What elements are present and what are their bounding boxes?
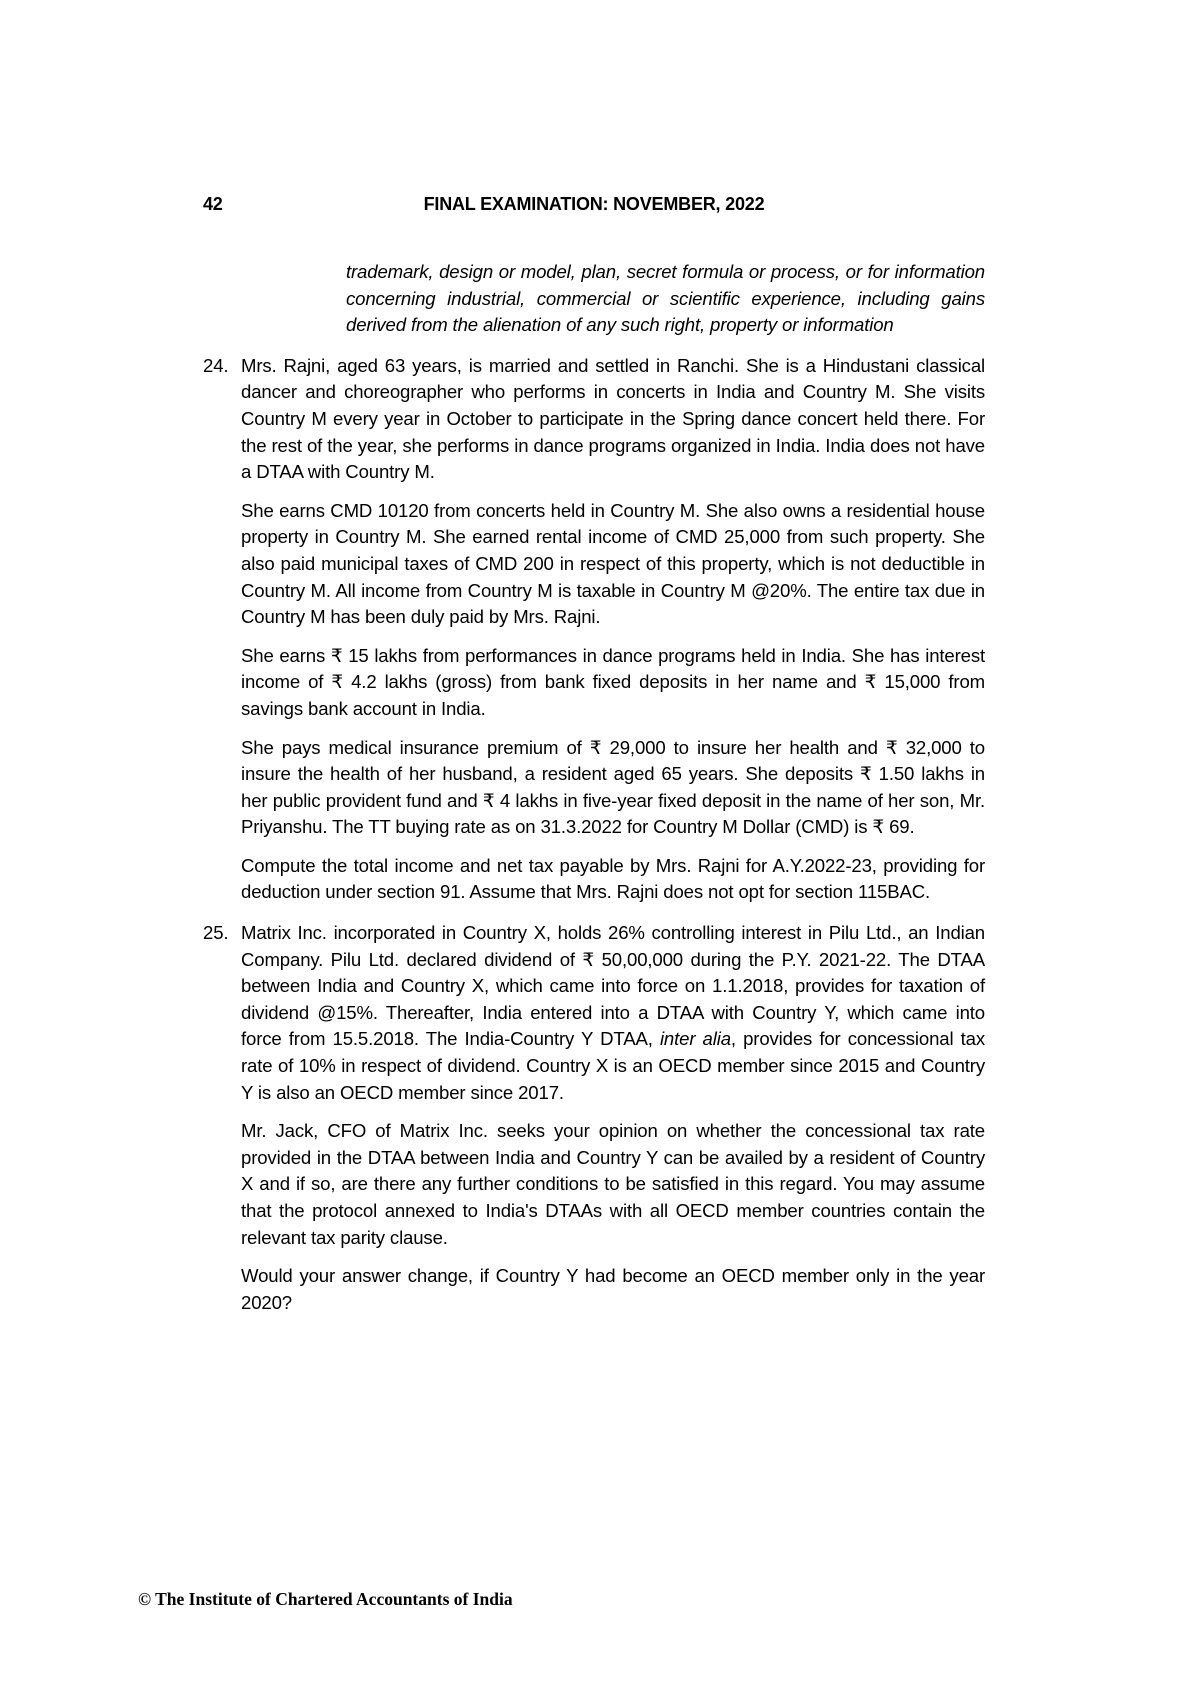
question-number: 24. <box>203 354 229 376</box>
text-segment: , provides for concessional tax rate of 10% in respect of dividend. Country X is an OECD member since 2015 and Country Y is also an OECD member since 2017. <box>241 1028 985 1103</box>
question-paragraph <box>241 1263 985 1316</box>
question-paragraph <box>241 1118 985 1251</box>
question-number: 25. <box>203 922 229 944</box>
text-segment: Matrix Inc. incorporated in Country X, holds 26% controlling interest in Pilu Ltd., an Indian Company. Pilu Ltd. declared dividend of ₹ 50,00,000 during the P.Y. 2021-22. The DTAA between India and Country X, which came into force on 1.1.2018, provides for taxation of dividend @15%. Thereafter, India entered into a DTAA with Country Y, which came into force from 15.5.2018. The India-Country Y DTAA, <box>241 922 985 1050</box>
text-segment: She pays medical insurance premium of ₹ 29,000 to insure her health and ₹ 32,000 to insure the health of her husband, a resident aged 65 years. She deposits ₹ 1.50 lakhs in her public provident fund and ₹ 4 lakhs in five-year fixed deposit in the name of her son, Mr. Priyanshu. The TT buying rate as on 31.3.2022 for Country M Dollar (CMD) is ₹ 69. <box>241 736 985 838</box>
question-body <box>241 353 985 906</box>
text-segment: Would your answer change, if Country Y had become an OECD member only in the year 2020? <box>241 1265 985 1313</box>
page-number: 42 <box>203 194 223 214</box>
questions-list <box>203 353 985 1317</box>
question-paragraph <box>241 920 985 1106</box>
text-segment: Mrs. Rajni, aged 63 years, is married and settled in Ranchi. She is a Hindustani classical dancer and choreographer who performs in concerts in India and Country M. She visits Country M every year in October to participate in the Spring dance concert held there. For the rest of the year, she performs in dance programs organized in India. India does not have a DTAA with Country M. <box>241 354 985 483</box>
page-content <box>203 259 985 1316</box>
question-paragraph <box>241 643 985 723</box>
italic-text-segment: inter alia <box>659 1028 731 1050</box>
text-segment: Compute the total income and net tax payable by Mrs. Rajni for A.Y.2022-23, providing for deduction under section 91. Assume that Mrs. Rajni does not opt for section 115BAC. <box>241 854 985 903</box>
question-paragraph <box>241 498 985 631</box>
question-item <box>203 920 985 1316</box>
text-segment: Mr. Jack, CFO of Matrix Inc. seeks your opinion on whether the concessional tax rate provided in the DTAA between India and Country Y can be availed by a resident of Country X and if so, are there any further conditions to be satisfied in this regard. You may assume that the protocol annexed to India's DTAAs with all OECD member countries contain the relevant tax parity clause. <box>241 1120 985 1248</box>
text-segment: She earns CMD 10120 from concerts held in Country M. She also owns a residential house property in Country M. She earned rental income of CMD 25,000 from such property. She also paid municipal taxes of CMD 200 in respect of this property, which is not deductible in Country M. All income from Country M is taxable in Country M @20%. The entire tax due in Country M has been duly paid by Mrs. Rajni. <box>241 499 985 628</box>
question-body <box>241 920 985 1316</box>
header-title: FINAL EXAMINATION: NOVEMBER, 2022 <box>423 194 765 214</box>
question-paragraph <box>241 735 985 841</box>
treaty-quote-block: trademark, design or model, plan, secret formula or process, or for information concerning industrial, commercial or scientific experience, including gains derived from the alienation of any such right, property or information <box>346 261 985 336</box>
footer-copyright: © The Institute of Chartered Accountants of India <box>138 1589 513 1609</box>
page-header <box>203 194 985 218</box>
question-item <box>203 353 985 906</box>
question-paragraph <box>241 853 985 906</box>
text-segment: She earns ₹ 15 lakhs from performances in dance programs held in India. She has interest income of ₹ 4.2 lakhs (gross) from bank fixed deposits in her name and ₹ 15,000 from savings bank account in India. <box>241 644 985 719</box>
question-paragraph <box>241 353 985 486</box>
